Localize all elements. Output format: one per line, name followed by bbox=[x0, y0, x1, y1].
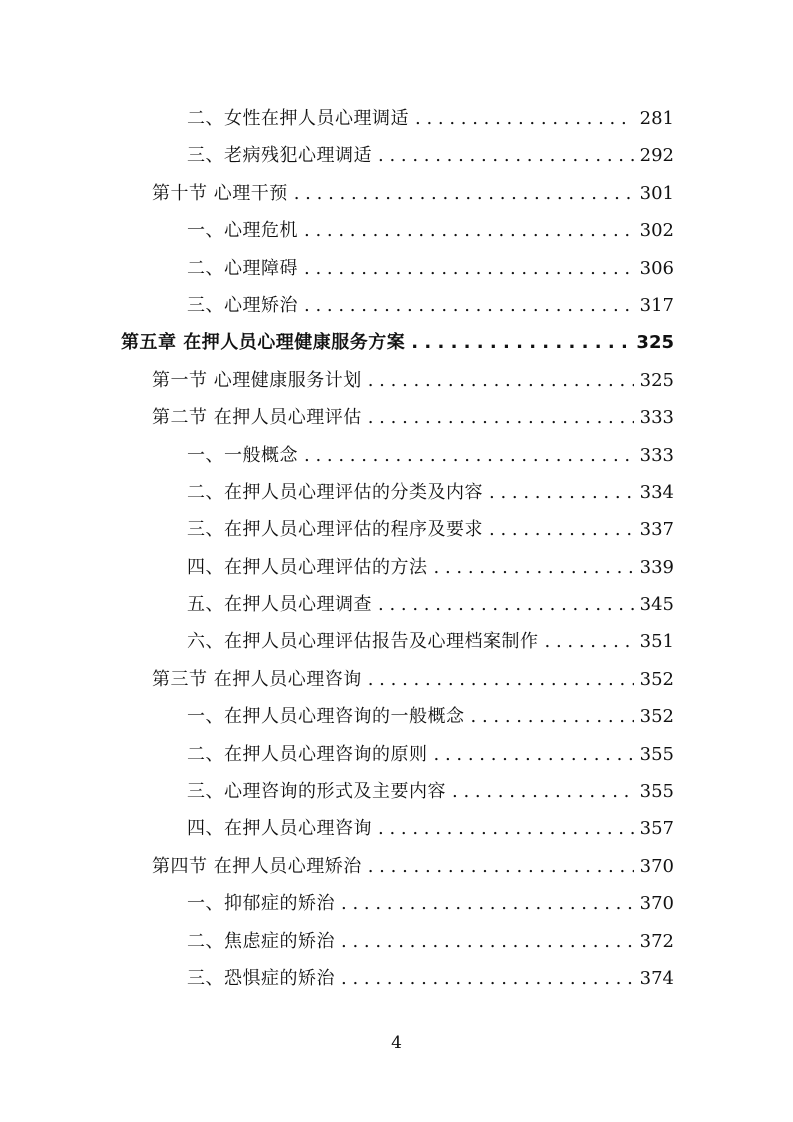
toc-entry-page: 355 bbox=[639, 781, 674, 803]
toc-entry-page: 370 bbox=[639, 855, 674, 877]
toc-entry-title: 二、在押人员心理评估的分类及内容 bbox=[187, 481, 483, 503]
toc-entry-page: 357 bbox=[639, 818, 674, 840]
toc-dot-leader bbox=[368, 399, 634, 436]
toc-chapter-entry[interactable] bbox=[0, 324, 793, 361]
toc-entry-title: 四、在押人员心理咨询 bbox=[187, 818, 372, 840]
toc-entry-title: 二、焦虑症的矫治 bbox=[187, 930, 335, 952]
toc-entry-title: 三、在押人员心理评估的程序及要求 bbox=[187, 519, 483, 541]
toc-entry[interactable] bbox=[0, 437, 793, 474]
toc-dot-leader bbox=[434, 736, 634, 773]
toc-dot-leader bbox=[294, 175, 634, 212]
toc-entry-page: 374 bbox=[639, 967, 674, 989]
toc-entry-title: 第三节 在押人员心理咨询 bbox=[152, 668, 362, 690]
toc-entry[interactable] bbox=[0, 250, 793, 287]
toc-entry-title: 五、在押人员心理调查 bbox=[187, 594, 372, 616]
toc-entry-title: 一、抑郁症的矫治 bbox=[187, 893, 335, 915]
toc-entry[interactable] bbox=[0, 137, 793, 174]
toc-dot-leader bbox=[368, 362, 634, 399]
toc-entry-page: 352 bbox=[639, 706, 674, 728]
toc-entry-title: 一、心理危机 bbox=[187, 220, 298, 242]
toc-entry-page: 352 bbox=[639, 668, 674, 690]
toc-entry[interactable] bbox=[0, 923, 793, 960]
toc-dot-leader bbox=[378, 586, 634, 623]
toc-entry[interactable] bbox=[0, 212, 793, 249]
toc-entry[interactable] bbox=[0, 474, 793, 511]
toc-entry-title: 第一节 心理健康服务计划 bbox=[152, 369, 362, 391]
toc-entry-page: 337 bbox=[639, 519, 674, 541]
toc-entry-page: 351 bbox=[639, 631, 674, 653]
toc-entry[interactable] bbox=[0, 511, 793, 548]
toc-entry-page: 281 bbox=[639, 108, 674, 129]
toc-dot-leader bbox=[378, 810, 634, 847]
toc-entry[interactable] bbox=[0, 586, 793, 623]
toc-dot-leader bbox=[411, 324, 630, 361]
toc-dot-leader bbox=[415, 100, 634, 137]
toc-entry-page: 334 bbox=[639, 481, 674, 503]
toc-entry-page: 333 bbox=[639, 407, 674, 429]
toc-dot-leader bbox=[545, 623, 634, 660]
toc-entry-page: 370 bbox=[639, 893, 674, 915]
toc-dot-leader bbox=[378, 137, 634, 174]
toc-entry-page: 325 bbox=[636, 332, 674, 354]
toc-entry-title: 四、在押人员心理评估的方法 bbox=[187, 556, 428, 578]
toc-entry-title: 三、恐惧症的矫治 bbox=[187, 967, 335, 989]
toc-entry[interactable] bbox=[0, 623, 793, 660]
toc-dot-leader bbox=[434, 549, 634, 586]
toc-dot-leader bbox=[489, 511, 634, 548]
toc-entry[interactable] bbox=[0, 549, 793, 586]
toc-entry-page: 302 bbox=[639, 220, 674, 242]
toc-entry-title: 第十节 心理干预 bbox=[152, 182, 288, 204]
toc-dot-leader bbox=[304, 437, 634, 474]
page-number: 4 bbox=[391, 1033, 402, 1053]
toc-entry-title: 一、在押人员心理咨询的一般概念 bbox=[187, 706, 465, 728]
toc-dot-leader bbox=[304, 287, 634, 324]
toc-entry-title: 一、一般概念 bbox=[187, 444, 298, 466]
toc-entry-page: 372 bbox=[639, 930, 674, 952]
toc-entry[interactable] bbox=[0, 100, 793, 137]
toc-dot-leader bbox=[452, 773, 634, 810]
toc-entry-page: 301 bbox=[639, 182, 674, 204]
toc-entry[interactable] bbox=[0, 736, 793, 773]
toc-entry-page: 355 bbox=[639, 743, 674, 765]
toc-dot-leader bbox=[304, 212, 634, 249]
toc-dot-leader bbox=[368, 848, 634, 885]
toc-dot-leader bbox=[489, 474, 634, 511]
toc-entry[interactable] bbox=[0, 362, 793, 399]
toc-entry-page: 333 bbox=[639, 444, 674, 466]
toc-entry-title: 三、心理矫治 bbox=[187, 294, 298, 316]
toc-entry[interactable] bbox=[0, 661, 793, 698]
toc-dot-leader bbox=[341, 923, 634, 960]
toc-entry-title: 二、心理障碍 bbox=[187, 257, 298, 279]
toc-dot-leader bbox=[341, 960, 634, 997]
toc-entry[interactable] bbox=[0, 960, 793, 997]
toc-entry-page: 292 bbox=[639, 145, 674, 167]
toc-entry-title: 第五章 在押人员心理健康服务方案 bbox=[121, 332, 406, 354]
toc-dot-leader bbox=[471, 698, 634, 735]
toc-entry-title: 二、女性在押人员心理调适 bbox=[187, 108, 409, 129]
toc-entry-title: 二、在押人员心理咨询的原则 bbox=[187, 743, 428, 765]
toc-entry-title: 六、在押人员心理评估报告及心理档案制作 bbox=[187, 631, 539, 653]
toc-entry-page: 306 bbox=[639, 257, 674, 279]
toc-entry[interactable] bbox=[0, 698, 793, 735]
toc-dot-leader bbox=[304, 250, 634, 287]
toc-entry-title: 第四节 在押人员心理矫治 bbox=[152, 855, 362, 877]
toc-entry-title: 三、心理咨询的形式及主要内容 bbox=[187, 781, 446, 803]
table-of-contents bbox=[0, 100, 793, 997]
toc-entry-page: 317 bbox=[639, 294, 674, 316]
toc-entry[interactable] bbox=[0, 773, 793, 810]
toc-entry[interactable] bbox=[0, 810, 793, 847]
toc-entry-page: 325 bbox=[639, 369, 674, 391]
toc-entry[interactable] bbox=[0, 399, 793, 436]
toc-entry[interactable] bbox=[0, 175, 793, 212]
toc-dot-leader bbox=[368, 661, 634, 698]
toc-dot-leader bbox=[341, 885, 634, 922]
toc-entry-title: 第二节 在押人员心理评估 bbox=[152, 407, 362, 429]
toc-entry[interactable] bbox=[0, 848, 793, 885]
toc-entry[interactable] bbox=[0, 885, 793, 922]
toc-entry-page: 345 bbox=[639, 594, 674, 616]
toc-entry-title: 三、老病残犯心理调适 bbox=[187, 145, 372, 167]
toc-entry-page: 339 bbox=[639, 556, 674, 578]
toc-entry[interactable] bbox=[0, 287, 793, 324]
